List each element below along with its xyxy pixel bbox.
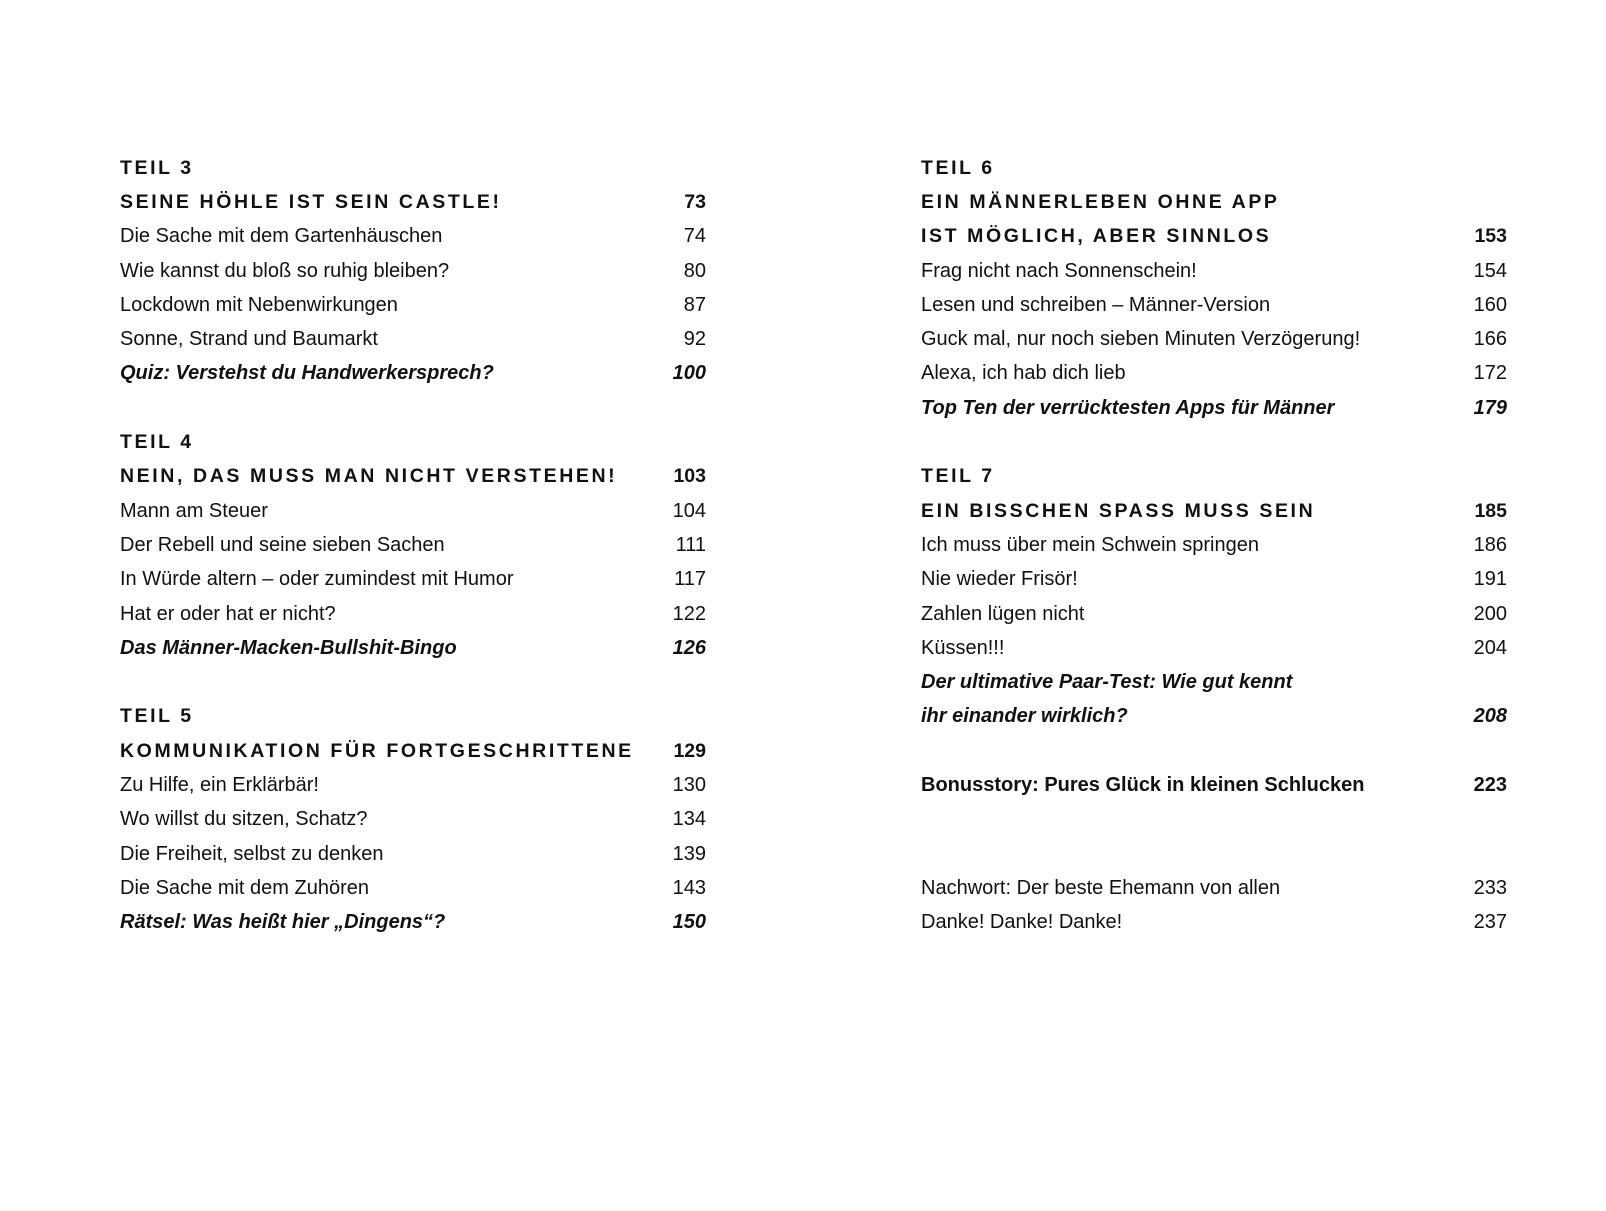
toc-entry[interactable]: Guck mal, nur noch sieben Minuten Verzögerung! 166 (921, 328, 1507, 351)
toc-entry[interactable]: Nie wieder Frisör! 191 (921, 568, 1507, 591)
spacer (120, 391, 706, 425)
part-5-title[interactable]: KOMMUNIKATION FÜR FORTGESCHRITTENE 129 (120, 739, 706, 762)
toc-entry[interactable]: Die Freiheit, selbst zu denken 139 (120, 842, 706, 865)
toc-entry-special-line1[interactable]: Der ultimative Paar-Test: Wie gut kennt (921, 671, 1293, 694)
part-5-label: TEIL 5 (120, 705, 194, 728)
toc-entry[interactable]: Lockdown mit Nebenwirkungen 87 (120, 293, 706, 316)
toc-entry[interactable]: Ich muss über mein Schwein springen 186 (921, 533, 1507, 556)
part-4-label: TEIL 4 (120, 431, 194, 454)
spacer (921, 803, 1507, 872)
toc-entry[interactable]: Sonne, Strand und Baumarkt 92 (120, 328, 706, 351)
toc-entry[interactable]: In Würde altern – oder zumindest mit Humor 117 (120, 568, 706, 591)
bonus-story-entry[interactable]: Bonusstory: Pures Glück in kleinen Schlucken 223 (921, 773, 1507, 796)
toc-entry[interactable]: Frag nicht nach Sonnenschein! 154 (921, 259, 1507, 282)
toc-entry[interactable]: Mann am Steuer 104 (120, 499, 706, 522)
toc-entry[interactable]: Hat er oder hat er nicht? 122 (120, 602, 706, 625)
toc-entry[interactable]: Zu Hilfe, ein Erklärbär! 130 (120, 773, 706, 796)
part-3-label: TEIL 3 (120, 156, 194, 179)
toc-entry[interactable]: Die Sache mit dem Gartenhäuschen 74 (120, 225, 706, 248)
toc-left-column (120, 151, 706, 940)
part-7-label: TEIL 7 (921, 465, 995, 488)
part-3-title[interactable]: SEINE HÖHLE IST SEIN CASTLE! 73 (120, 190, 706, 213)
thanks-entry[interactable]: Danke! Danke! Danke! 237 (921, 911, 1507, 934)
toc-entry[interactable]: Wie kannst du bloß so ruhig bleiben? 80 (120, 259, 706, 282)
toc-entry[interactable]: Der Rebell und seine sieben Sachen 111 (120, 533, 706, 556)
afterword-entry[interactable]: Nachwort: Der beste Ehemann von allen 233 (921, 876, 1507, 899)
spacer (921, 425, 1507, 459)
part-7-title[interactable]: EIN BISSCHEN SPASS MUSS SEIN 185 (921, 499, 1507, 522)
part-4-title[interactable]: NEIN, DAS MUSS MAN NICHT VERSTEHEN! 103 (120, 465, 706, 488)
toc-entry[interactable]: Lesen und schreiben – Männer-Version 160 (921, 293, 1507, 316)
toc-entry-special[interactable]: Das Männer-Macken-Bullshit-Bingo 126 (120, 636, 706, 659)
spacer (921, 734, 1507, 768)
toc-entry[interactable]: Zahlen lügen nicht 200 (921, 602, 1507, 625)
part-6-title-line2[interactable]: IST MÖGLICH, ABER SINNLOS 153 (921, 225, 1507, 248)
toc-right-column (921, 151, 1507, 940)
part-6-label: TEIL 6 (921, 156, 995, 179)
toc-entry[interactable]: Wo willst du sitzen, Schatz? 134 (120, 808, 706, 831)
toc-entry-special-line2[interactable]: ihr einander wirklich? 208 (921, 705, 1507, 728)
toc-entry[interactable]: Alexa, ich hab dich lieb 172 (921, 362, 1507, 385)
toc-entry-special[interactable]: Top Ten der verrücktesten Apps für Männer 179 (921, 396, 1507, 419)
toc-entry[interactable]: Küssen!!! 204 (921, 636, 1507, 659)
part-6-title-line1[interactable]: EIN MÄNNERLEBEN OHNE APP (921, 190, 1280, 213)
toc-entry[interactable]: Die Sache mit dem Zuhören 143 (120, 876, 706, 899)
spacer (120, 665, 706, 699)
toc-entry-special[interactable]: Rätsel: Was heißt hier „Dingens“? 150 (120, 911, 706, 934)
toc-entry-special[interactable]: Quiz: Verstehst du Handwerkersprech? 100 (120, 362, 706, 385)
